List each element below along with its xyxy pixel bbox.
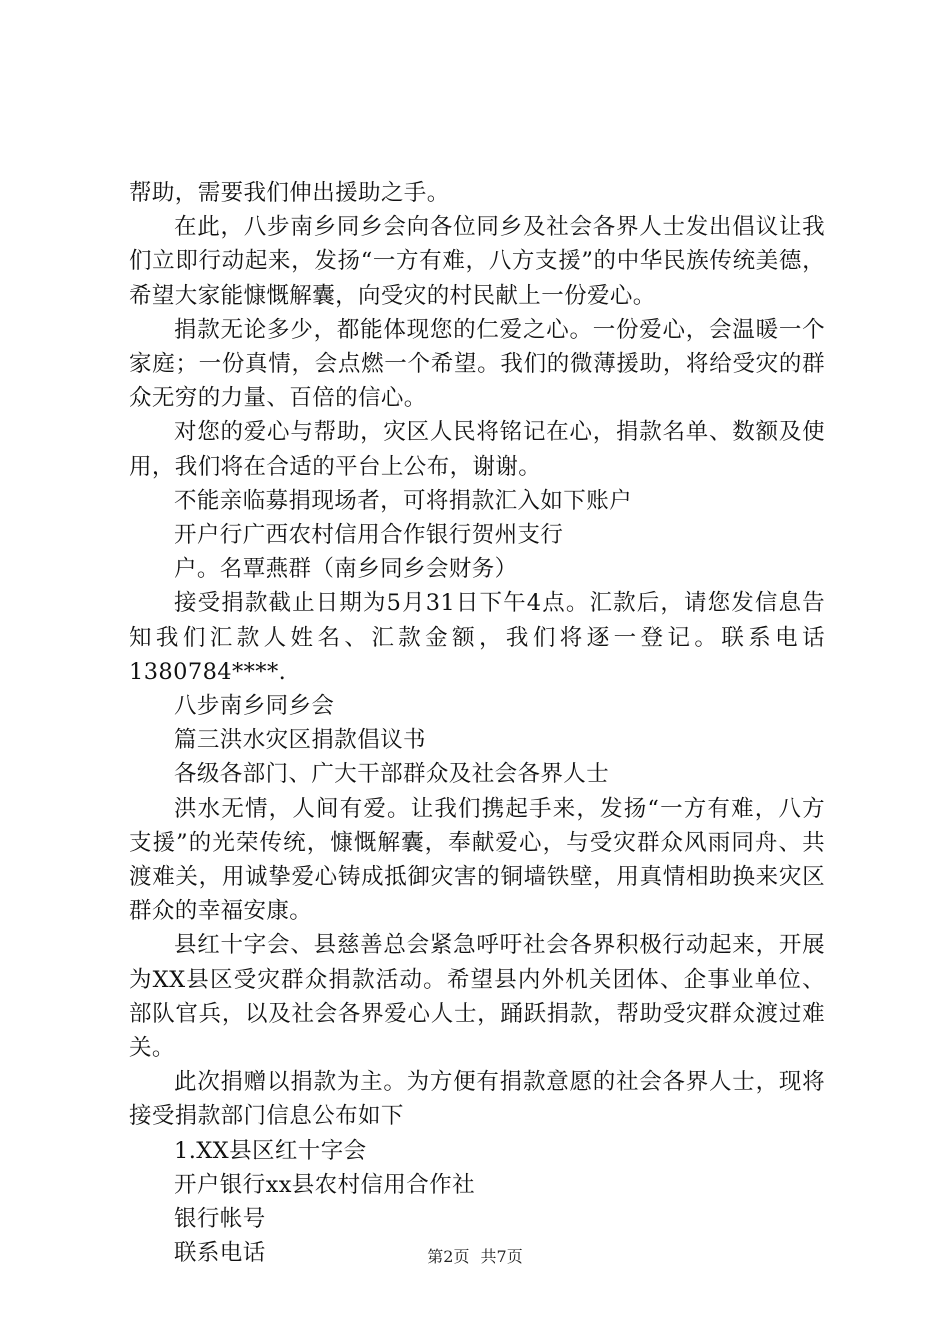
- paragraph: 在此，八步南乡同乡会向各位同乡及社会各界人士发出倡议让我们立即行动起来，发扬“一方有难，八方支援”的中华民族传统美德，希望大家能慷慨解囊，向受灾的村民献上一份爱心。: [129, 214, 825, 309]
- paragraph: 开户行广西农村信用合作银行贺州支行: [174, 522, 564, 549]
- paragraph: 帮助，需要我们伸出援助之手。: [129, 180, 450, 206]
- paragraph: 捐款无论多少，都能体现您的仁爱之心。一份爱心，会温暖一个家庭；一份真情，会点燃一个希望。我们的微薄援助，将给受灾的群众无穷的力量、百倍的信心。: [129, 316, 825, 412]
- paragraph: 接受捐款截止日期为5月31日下午4点。汇款后，请您发信息告知我们汇款人姓名、汇款金额，我们将逐一登记。联系电话1380784****.: [129, 590, 825, 685]
- paragraph: 各级各部门、广大干部群众及社会各界人士: [174, 761, 610, 788]
- paragraph: 不能亲临募捐现场者，可将捐款汇入如下账户: [174, 487, 633, 514]
- paragraph: 县红十字会、县慈善总会紧急呼吁社会各界积极行动起来，开展为XX县区受灾群众捐款活动。希望县内外机关团体、企事业单位、部队官兵，以及社会各界爱心人士，踊跃捐款，帮助受灾群众渡过难关。: [129, 932, 825, 1062]
- document-body: [129, 176, 825, 1271]
- paragraph: 户。名覃燕群（南乡同乡会财务）: [174, 556, 518, 583]
- page-footer: 第2页 共7页: [427, 1247, 523, 1266]
- paragraph: 洪水无情，人间有爱。让我们携起手来，发扬“一方有难，八方支援”的光荣传统，慷慨解囊，奉献爱心，与受灾群众风雨同舟、共渡难关，用诚挚爱心铸成抵御灾害的铜墙铁壁，用真情相助换来灾区群众的幸福安康。: [129, 795, 825, 925]
- paragraph: 银行帐号: [174, 1206, 266, 1233]
- paragraph: 篇三洪水灾区捐款倡议书: [174, 727, 426, 754]
- paragraph: 1.XX县区红十字会: [174, 1137, 367, 1164]
- paragraph: 联系电话: [174, 1240, 266, 1267]
- paragraph: 八步南乡同乡会: [174, 693, 335, 720]
- paragraph: 此次捐赠以捐款为主。为方便有捐款意愿的社会各界人士，现将接受捐款部门信息公布如下: [129, 1069, 825, 1130]
- paragraph: 对您的爱心与帮助，灾区人民将铭记在心，捐款名单、数额及使用，我们将在合适的平台上公布，谢谢。: [129, 419, 825, 480]
- paragraph: 开户银行xx县农村信用合作社: [174, 1171, 475, 1198]
